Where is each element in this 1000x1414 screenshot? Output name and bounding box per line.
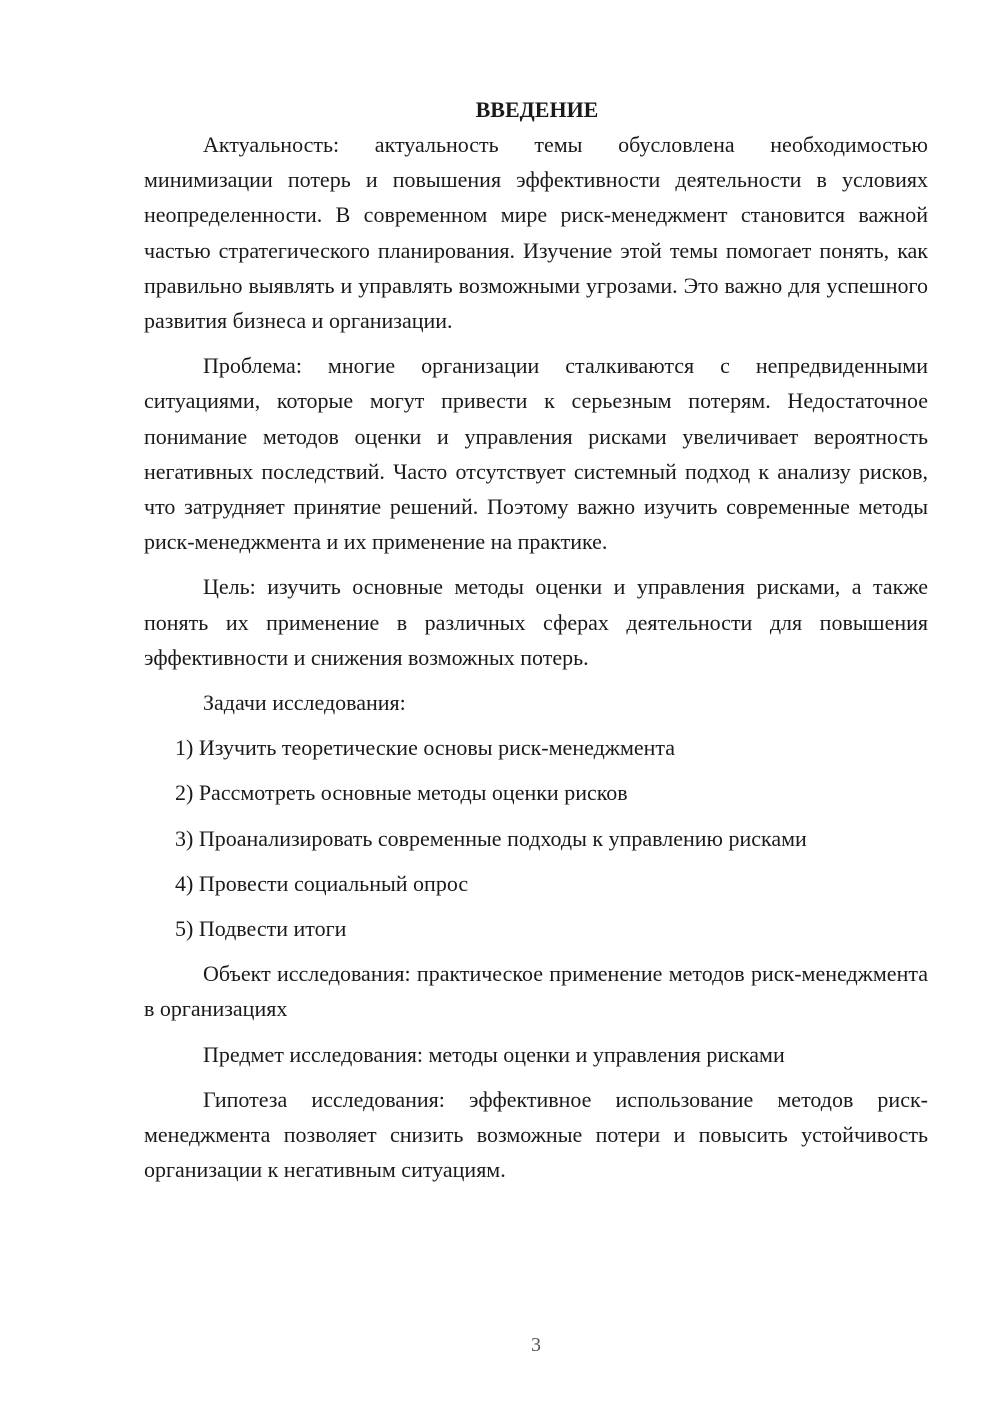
task-item: 1) Изучить теоретические основы риск-менеджмента: [175, 735, 676, 761]
paragraph-hypothesis: Гипотеза исследования: эффективное использование методов риск-менеджмента позволяет снизить возможные потери и повысить устойчивость организации к негативным ситуациям.: [144, 1086, 928, 1183]
document-page: [144, 92, 928, 1197]
task-item: 5) Подвести итоги: [175, 916, 347, 942]
paragraph-relevance: Актуальность: актуальность темы обусловлена необходимостью минимизации потерь и повышения эффективности деятельности в условиях неопределенности. В современном мире риск-менеджмент становится важной частью стратегического планирования. Изучение этой темы помогает понять, как правильно выявлять и управлять возможными угрозами. Это важно для успешного развития бизнеса и организации.: [144, 132, 928, 334]
task-item: 3) Проанализировать современные подходы к управлению рисками: [175, 825, 807, 851]
task-item: 4) Провести социальный опрос: [175, 870, 469, 896]
paragraph-object: Объект исследования: практическое применение методов риск-менеджмента в организациях: [144, 961, 928, 1022]
paragraph-goal: Цель: изучить основные методы оценки и управления рисками, а также понять их применение в различных сферах деятельности для повышения эффективности и снижения возможных потерь.: [144, 574, 928, 670]
task-item: 2) Рассмотреть основные методы оценки рисков: [175, 780, 628, 806]
paragraph-problem: Проблема: многие организации сталкиваются с непредвиденными ситуациями, которые могут привести к серьезным потерям. Недостаточное понимание методов оценки и управления рисками увеличивает вероятность негативных последствий. Часто отсутствует системный подход к анализу рисков, что затрудняет принятие решений. Поэтому важно изучить современные методы риск-менеджмента и их применение на практике.: [144, 353, 928, 555]
tasks-heading: Задачи исследования:: [203, 690, 406, 716]
section-title: ВВЕДЕНИЕ: [475, 97, 599, 122]
paragraph-subject: Предмет исследования: методы оценки и управления рисками: [203, 1041, 785, 1067]
page-number: 3: [531, 1334, 541, 1356]
